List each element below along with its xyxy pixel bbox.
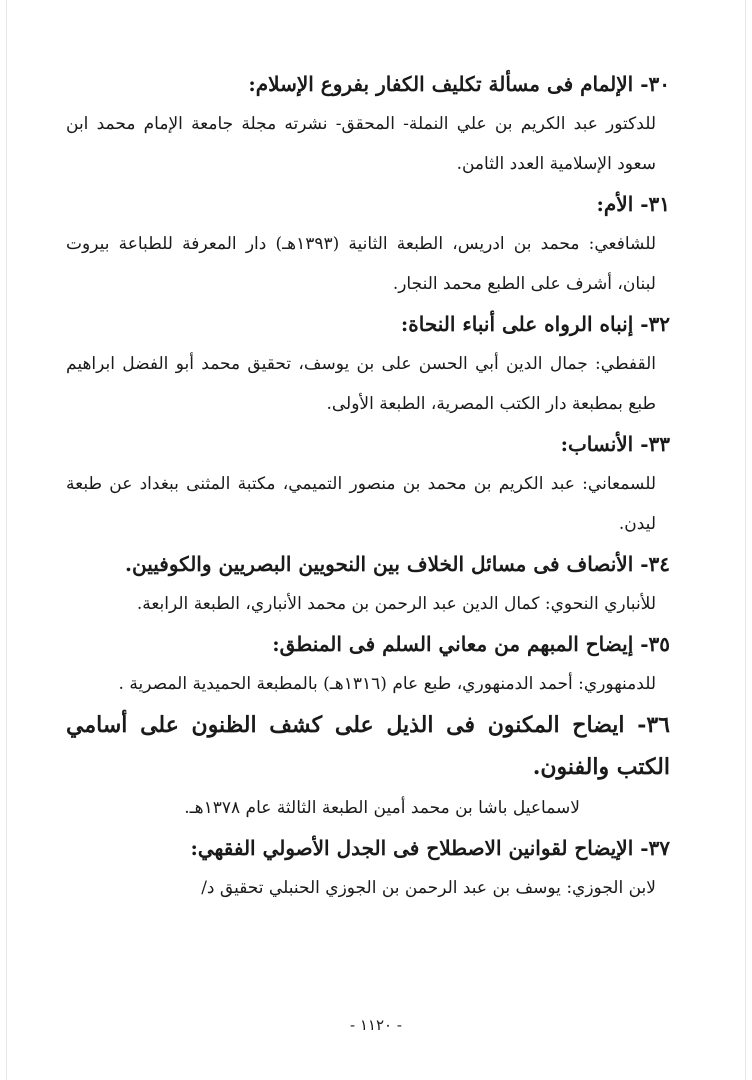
bibliography-entry-35 bbox=[66, 624, 670, 704]
bibliography-entry-33 bbox=[66, 424, 670, 544]
bibliography-entry-34 bbox=[66, 544, 670, 624]
entry-body: لاسماعيل باشا بن محمد أمين الطبعة الثالثة عام ١٣٧٨هـ. bbox=[184, 798, 580, 818]
entry-body: القفطي: جمال الدين أبي الحسن على بن يوسف، تحقيق محمد أبو الفضل ابراهيم طبع بمطبعة دار الكتب المصرية، الطبعة الأولى. bbox=[66, 354, 656, 414]
bibliography-entry-31 bbox=[66, 184, 670, 304]
entry-heading: ٣٣- الأنساب: bbox=[560, 432, 670, 456]
entry-body: للشافعي: محمد بن ادريس، الطبعة الثانية (١٣٩٣هـ) دار المعرفة للطباعة بيروت لبنان، أشرف على الطبع محمد النجار. bbox=[66, 234, 656, 294]
bibliography-page bbox=[66, 64, 670, 908]
entry-heading: ٣٤- الأنصاف فى مسائل الخلاف بين النحويين البصريين والكوفيين. bbox=[125, 552, 670, 576]
page-number: - ١١٢٠ - bbox=[350, 1016, 402, 1034]
entry-heading: ٣٦- ايضاح المكنون فى الذيل على كشف الظنون على أسامي الكتب والفنون. bbox=[66, 712, 670, 780]
page-edge-left bbox=[6, 0, 7, 1080]
entry-heading: ٣٠- الإلمام فى مسألة تكليف الكفار بفروع الإسلام: bbox=[248, 72, 670, 96]
entry-heading: ٣١- الأم: bbox=[596, 192, 670, 216]
entry-heading: ٣٢- إنباه الرواه على أنباء النحاة: bbox=[400, 312, 670, 336]
entry-body: لابن الجوزي: يوسف بن عبد الرحمن بن الجوزي الحنبلي تحقيق د/ bbox=[201, 878, 656, 898]
entry-body: للسمعاني: عبد الكريم بن محمد بن منصور التميمي، مكتبة المثنى ببغداد عن طبعة ليدن. bbox=[66, 474, 656, 534]
bibliography-entry-36 bbox=[66, 704, 670, 828]
entry-body: للأنباري النحوي: كمال الدين عبد الرحمن بن محمد الأنباري، الطبعة الرابعة. bbox=[136, 594, 656, 614]
bibliography-entry-37 bbox=[66, 828, 670, 908]
entry-body: للدكتور عبد الكريم بن علي النملة- المحقق- نشرته مجلة جامعة الإمام محمد ابن سعود الإسلامية العدد الثامن. bbox=[66, 114, 656, 174]
entry-heading: ٣٥- إيضاح المبهم من معاني السلم فى المنطق: bbox=[272, 632, 670, 656]
bibliography-entry-32 bbox=[66, 304, 670, 424]
page-edge-right bbox=[745, 0, 746, 1080]
bibliography-entry-30 bbox=[66, 64, 670, 184]
entry-heading: ٣٧- الإيضاح لقوانين الاصطلاح فى الجدل الأصولي الفقهي: bbox=[190, 836, 670, 860]
entry-body: للدمنهوري: أحمد الدمنهوري، طبع عام (١٣١٦هـ) بالمطبعة الحميدية المصرية . bbox=[118, 674, 656, 694]
